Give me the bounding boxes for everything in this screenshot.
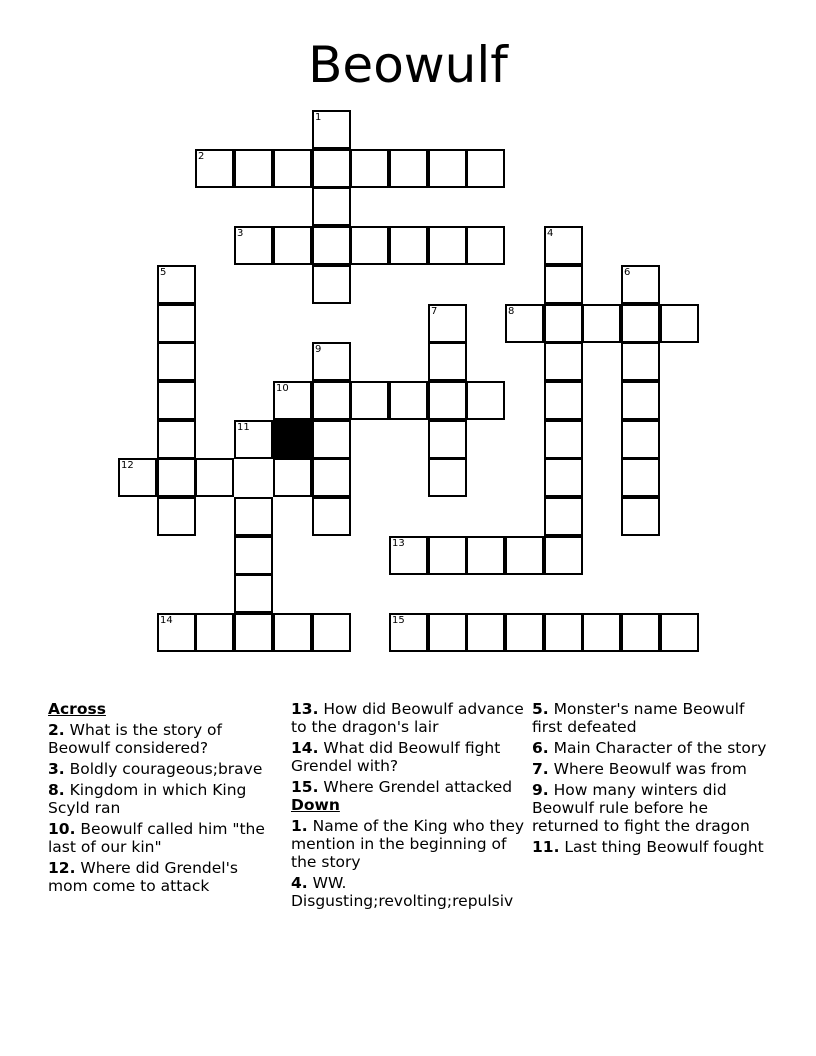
cell-number: 5 <box>160 267 167 278</box>
clue-number: 9. <box>532 781 549 799</box>
grid-cell[interactable] <box>389 381 428 420</box>
grid-cell[interactable] <box>621 381 660 420</box>
grid-cell[interactable] <box>544 265 583 304</box>
grid-cell[interactable] <box>544 536 583 575</box>
grid-cell[interactable] <box>389 613 428 652</box>
clue-number: 7. <box>532 760 549 778</box>
cell-number: 9 <box>315 344 322 355</box>
clue-number: 1. <box>291 817 308 835</box>
clue-number: 14. <box>291 739 319 757</box>
grid-cell[interactable] <box>157 304 196 343</box>
clue-number: 11. <box>532 838 560 856</box>
grid-cell[interactable] <box>544 304 583 343</box>
grid-cell[interactable] <box>466 226 505 265</box>
grid-cell[interactable] <box>273 149 312 188</box>
clue-across-3 <box>48 760 280 778</box>
clue-number: 12. <box>48 859 76 877</box>
clue-down-11 <box>532 838 768 856</box>
grid-cell[interactable] <box>466 381 505 420</box>
clue-text: Where Grendel attacked <box>323 778 513 796</box>
grid-cell[interactable] <box>157 420 196 459</box>
cell-number: 2 <box>198 151 205 162</box>
cell-number: 15 <box>392 615 405 626</box>
grid-cell[interactable] <box>312 187 351 226</box>
grid-cell[interactable] <box>350 381 389 420</box>
clue-text: Beowulf called him "the last of our kin" <box>48 820 265 856</box>
cell-number: 13 <box>392 538 405 549</box>
cell-number: 6 <box>624 267 631 278</box>
grid-cell[interactable] <box>505 304 544 343</box>
clue-across-8 <box>48 781 280 817</box>
cell-number: 1 <box>315 112 322 123</box>
clue-number: 5. <box>532 700 549 718</box>
grid-cell[interactable] <box>195 613 234 652</box>
clue-across-2 <box>48 721 280 757</box>
clue-text: Kingdom in which King Scyld ran <box>48 781 247 817</box>
clue-text: Monster's name Beowulf first defeated <box>532 700 745 736</box>
clue-text: Where did Grendel's mom come to attack <box>48 859 238 895</box>
grid-cell[interactable] <box>273 381 312 420</box>
grid-cell[interactable] <box>118 458 157 497</box>
grid-cell[interactable] <box>544 613 583 652</box>
clue-across-15 <box>291 778 527 796</box>
grid-cell[interactable] <box>389 536 428 575</box>
clue-text: Last thing Beowulf fought <box>564 838 764 856</box>
grid-cell[interactable] <box>234 536 273 575</box>
clue-text: Name of the King who they mention in the beginning of the story <box>291 817 525 871</box>
clue-number: 4. <box>291 874 308 892</box>
grid-cell[interactable] <box>621 458 660 497</box>
grid-cell[interactable] <box>350 226 389 265</box>
grid-cell[interactable] <box>621 420 660 459</box>
grid-cell[interactable] <box>505 536 544 575</box>
grid-cell[interactable] <box>466 536 505 575</box>
grid-cell[interactable] <box>428 149 467 188</box>
clue-number: 6. <box>532 739 549 757</box>
grid-cell[interactable] <box>312 149 351 188</box>
grid-cell[interactable] <box>234 226 273 265</box>
grid-cell[interactable] <box>157 497 196 536</box>
clue-number: 3. <box>48 760 65 778</box>
clue-down-5 <box>532 700 768 736</box>
grid-cell[interactable] <box>505 613 544 652</box>
grid-cell[interactable] <box>621 265 660 304</box>
clue-down-4 <box>291 874 527 910</box>
clue-text: What did Beowulf fight Grendel with? <box>291 739 501 775</box>
clue-across-12 <box>48 859 280 895</box>
clue-number: 2. <box>48 721 65 739</box>
clue-down-7 <box>532 760 768 778</box>
grid-cell[interactable] <box>157 458 196 497</box>
grid-cell[interactable] <box>466 613 505 652</box>
cell-number: 7 <box>431 306 438 317</box>
grid-cell[interactable] <box>195 149 234 188</box>
grid-cell[interactable] <box>582 613 621 652</box>
clue-text: WW. <box>312 874 347 892</box>
grid-cell[interactable] <box>621 342 660 381</box>
grid-cell[interactable] <box>428 381 467 420</box>
clue-text: Boldly courageous;brave <box>69 760 263 778</box>
down-heading: Down <box>291 796 340 814</box>
grid-cell[interactable] <box>582 304 621 343</box>
clue-down-6 <box>532 739 768 757</box>
clue-column-3 <box>532 700 768 859</box>
grid-cell[interactable] <box>350 149 389 188</box>
clue-text-continued: Disgusting;revolting;repulsiv <box>291 892 514 910</box>
grid-cell[interactable] <box>312 342 351 381</box>
grid-cell[interactable] <box>234 420 273 459</box>
cell-number: 11 <box>237 422 250 433</box>
grid-cell[interactable] <box>234 497 273 536</box>
clue-text: How did Beowulf advance to the dragon's lair <box>291 700 524 736</box>
cell-number: 8 <box>508 306 515 317</box>
grid-cell[interactable] <box>428 226 467 265</box>
grid-cell[interactable] <box>312 497 351 536</box>
grid-cell[interactable] <box>544 497 583 536</box>
grid-cell[interactable] <box>389 226 428 265</box>
clue-number: 10. <box>48 820 76 838</box>
grid-cell[interactable] <box>157 342 196 381</box>
grid-cell[interactable] <box>234 149 273 188</box>
grid-cell[interactable] <box>273 226 312 265</box>
grid-cell[interactable] <box>312 226 351 265</box>
grid-cell[interactable] <box>312 613 351 652</box>
cell-number: 3 <box>237 228 244 239</box>
grid-cell[interactable] <box>544 381 583 420</box>
grid-cell[interactable] <box>544 458 583 497</box>
clue-across-13 <box>291 700 527 736</box>
grid-cell[interactable] <box>273 458 312 497</box>
cell-number: 4 <box>547 228 554 239</box>
grid-cell[interactable] <box>660 613 699 652</box>
grid-cell[interactable] <box>312 110 351 149</box>
clue-column-1 <box>48 700 280 898</box>
grid-cell[interactable] <box>428 613 467 652</box>
puzzle-title: Beowulf <box>308 36 508 94</box>
clue-text: What is the story of Beowulf considered? <box>48 721 222 757</box>
grid-cell[interactable] <box>157 265 196 304</box>
grid-cell[interactable] <box>428 304 467 343</box>
grid-cell[interactable] <box>660 304 699 343</box>
clue-down-9 <box>532 781 768 835</box>
grid-cell[interactable] <box>621 497 660 536</box>
across-heading: Across <box>48 700 106 718</box>
cell-number: 12 <box>121 460 134 471</box>
grid-cell[interactable] <box>157 381 196 420</box>
grid-cell[interactable] <box>312 458 351 497</box>
grid-cell[interactable] <box>234 574 273 613</box>
clue-number: 13. <box>291 700 319 718</box>
clue-across-10 <box>48 820 280 856</box>
cell-number: 10 <box>276 383 289 394</box>
grid-cell[interactable] <box>157 613 196 652</box>
clue-across-14 <box>291 739 527 775</box>
clue-number: 8. <box>48 781 65 799</box>
grid-cell[interactable] <box>466 149 505 188</box>
grid-cell[interactable] <box>312 265 351 304</box>
clue-column-2 <box>291 700 527 913</box>
clue-down-1 <box>291 817 527 871</box>
grid-cell[interactable] <box>234 613 273 652</box>
grid-cell[interactable] <box>312 381 351 420</box>
grid-cell[interactable] <box>428 458 467 497</box>
grid-cell[interactable] <box>312 420 351 459</box>
cell-number: 14 <box>160 615 173 626</box>
grid-cell[interactable] <box>544 420 583 459</box>
grid-cell[interactable] <box>273 613 312 652</box>
grid-cell[interactable] <box>195 458 234 497</box>
grid-cell[interactable] <box>389 149 428 188</box>
clue-number: 15. <box>291 778 319 796</box>
grid-cell[interactable] <box>428 536 467 575</box>
grid-cell[interactable] <box>544 342 583 381</box>
grid-cell[interactable] <box>621 613 660 652</box>
grid-cell[interactable] <box>544 226 583 265</box>
clue-text: How many winters did Beowulf rule before he returned to fight the dragon <box>532 781 750 835</box>
grid-cell[interactable] <box>621 304 660 343</box>
black-cell <box>273 420 312 459</box>
grid-cell[interactable] <box>428 342 467 381</box>
clue-text: Main Character of the story <box>553 739 767 757</box>
clue-text: Where Beowulf was from <box>553 760 747 778</box>
grid-cell[interactable] <box>428 420 467 459</box>
